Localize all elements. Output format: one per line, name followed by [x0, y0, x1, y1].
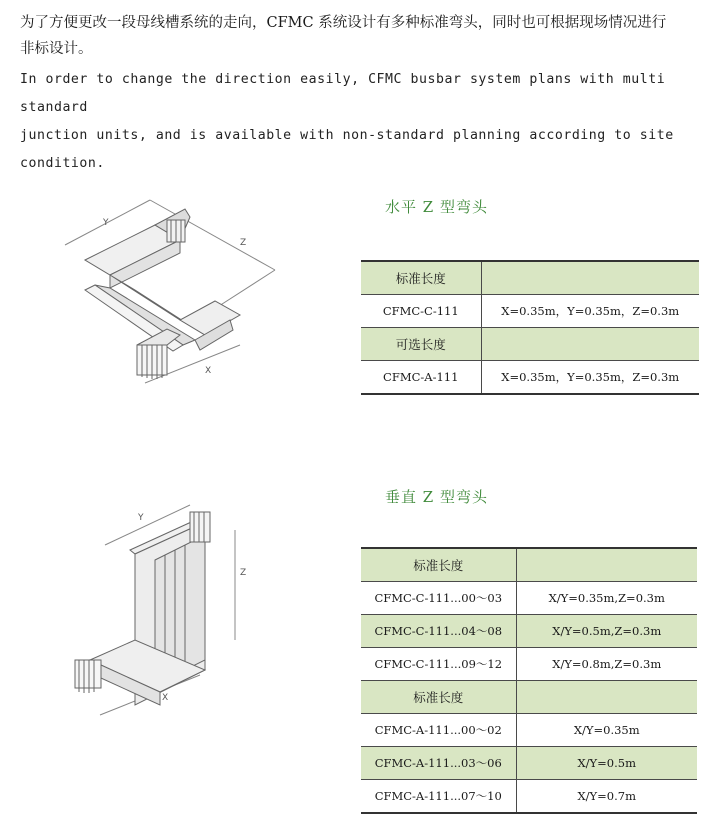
horizontal-section-title: 水平 Z 型弯头 [385, 198, 488, 216]
dimension-cell: X/Y=0.8m,Z=0.3m [516, 648, 697, 681]
model-cell: 可选长度 [361, 328, 481, 361]
intro-text [20, 10, 710, 178]
model-cell: CFMC-A-111...00～02 [361, 714, 516, 747]
dimension-cell: X/Y=0.5m [516, 747, 697, 780]
vertical-spec-table [361, 547, 697, 814]
horizontal-z-elbow-figure [55, 195, 285, 395]
model-cell: CFMC-A-111...07～10 [361, 780, 516, 814]
dim-label-z-vertical: Z [240, 568, 247, 578]
model-cell: CFMC-A-111...03～06 [361, 747, 516, 780]
dimension-cell [481, 261, 699, 295]
model-cell: CFMC-C-111...00～03 [361, 582, 516, 615]
horizontal-spec-table [361, 260, 699, 395]
dimension-cell: X/Y=0.5m,Z=0.3m [516, 615, 697, 648]
model-cell: CFMC-C-111...04～08 [361, 615, 516, 648]
table-row [361, 714, 697, 747]
intro-zh-line1: 为了方便更改一段母线槽系统的走向，CFMC 系统设计有多种标准弯头，同时也可根据现场情况进行 [20, 15, 667, 31]
dimension-cell [516, 548, 697, 582]
vertical-z-elbow-figure [70, 500, 260, 725]
model-cell: CFMC-C-111 [361, 295, 481, 328]
vertical-section-title: 垂直 Z 型弯头 [385, 488, 488, 506]
intro-en-line2: junction units, and is available with non-standard planning according to site condition. [20, 128, 674, 171]
table-row [361, 615, 697, 648]
table-header-row [361, 548, 697, 582]
dimension-cell: X=0.35m，Y=0.35m，Z=0.3m [481, 361, 699, 395]
dimension-cell: X=0.35m，Y=0.35m，Z=0.3m [481, 295, 699, 328]
intro-zh-line2: 非标设计。 [20, 41, 93, 57]
table-row [361, 361, 699, 395]
model-cell: 标准长度 [361, 548, 516, 582]
model-cell: CFMC-A-111 [361, 361, 481, 395]
table-row [361, 747, 697, 780]
dim-label-x-vertical: X [162, 693, 169, 703]
table-row [361, 295, 699, 328]
table-header-row [361, 328, 699, 361]
dimension-cell: X/Y=0.35m [516, 714, 697, 747]
table-header-row [361, 681, 697, 714]
dim-label-x: X [205, 366, 212, 376]
table-row [361, 648, 697, 681]
dimension-cell [516, 681, 697, 714]
model-cell: CFMC-C-111...09～12 [361, 648, 516, 681]
model-cell: 标准长度 [361, 681, 516, 714]
table-header-row [361, 261, 699, 295]
model-cell: 标准长度 [361, 261, 481, 295]
table-row [361, 780, 697, 814]
dimension-cell: X/Y=0.7m [516, 780, 697, 814]
dim-label-y-vertical: Y [138, 513, 144, 523]
dim-label-z: Z [240, 238, 247, 248]
table-row [361, 582, 697, 615]
dimension-cell: X/Y=0.35m,Z=0.3m [516, 582, 697, 615]
intro-en-line1: In order to change the direction easily, CFMC busbar system plans with multi standard [20, 72, 666, 115]
dimension-cell [481, 328, 699, 361]
dim-label-y: Y [103, 218, 109, 228]
